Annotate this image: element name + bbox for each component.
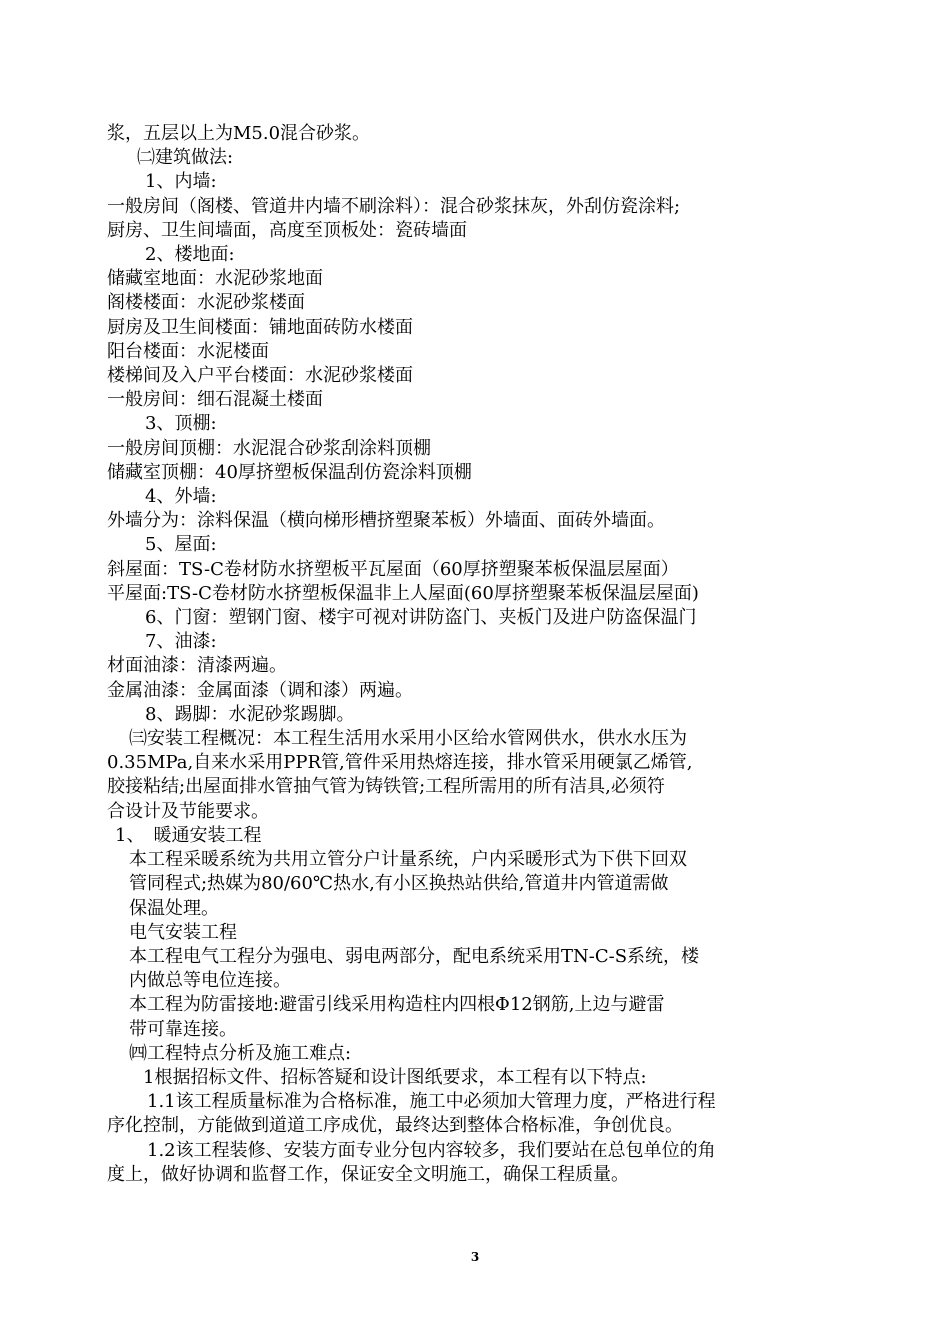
subsection-heading: 6、门窗：塑钢门窗、楼宇可视对讲防盗门、夹板门及进户防盗保温门 bbox=[145, 607, 697, 629]
text-line: 1根据招标文件、招标答疑和设计图纸要求，本工程有以下特点: bbox=[143, 1066, 647, 1088]
text-line: 金属油漆：金属面漆（调和漆）两遍。 bbox=[107, 679, 413, 701]
page-number: 3 bbox=[470, 1250, 480, 1264]
text-line: 储藏室顶棚：40厚挤塑板保温刮仿瓷涂料顶棚 bbox=[107, 461, 472, 483]
subsection-heading: 4、外墙: bbox=[145, 486, 217, 508]
subsection-heading: 2、楼地面: bbox=[145, 244, 235, 266]
text-line: 本工程采暖系统为共用立管分户计量系统，户内采暖形式为下供下回双 bbox=[129, 849, 687, 871]
text-line: 阁楼楼面：水泥砂浆楼面 bbox=[107, 292, 305, 314]
text-line: 一般房间顶棚：水泥混合砂浆刮涂料顶棚 bbox=[107, 437, 431, 459]
text-line: 本工程电气工程分为强电、弱电两部分，配电系统采用TN-C-S系统，楼 bbox=[129, 945, 700, 967]
text-line: 本工程为防雷接地:避雷引线采用构造柱内四根Φ12钢筋,上边与避雷 bbox=[129, 994, 665, 1016]
text-line: 带可靠连接。 bbox=[129, 1018, 237, 1040]
text-line: 一般房间（阁楼、管道井内墙不刷涂料）：混合砂浆抹灰，外刮仿瓷涂料; bbox=[107, 195, 681, 217]
subsection-heading: 7、油漆: bbox=[145, 631, 217, 653]
text-line: 平屋面:TS-C卷材防水挤塑板保温非上人屋面(60厚挤塑聚苯板保温层屋面) bbox=[107, 582, 699, 604]
text-line: 序化控制，方能做到道道工序成优，最终达到整体合格标准，争创优良。 bbox=[107, 1115, 683, 1137]
subsection-heading: 3、顶棚: bbox=[145, 413, 217, 435]
text-line: 楼梯间及入户平台楼面：水泥砂浆楼面 bbox=[107, 365, 413, 387]
text-line: 储藏室地面：水泥砂浆地面 bbox=[107, 268, 323, 290]
subsection-heading: 电气安装工程 bbox=[129, 921, 237, 943]
text-line: 0.35MPa,自来水采用PPR管,管件采用热熔连接，排水管采用硬氯乙烯管, bbox=[107, 752, 693, 774]
subsection-heading: 1、内墙: bbox=[145, 171, 217, 193]
text-line: 合设计及节能要求。 bbox=[107, 800, 269, 822]
text-line: 1.2该工程装修、安装方面专业分包内容较多，我们要站在总包单位的角 bbox=[147, 1139, 716, 1161]
document-body bbox=[107, 122, 847, 1187]
text-line: 度上，做好协调和监督工作，保证安全文明施工，确保工程质量。 bbox=[107, 1163, 629, 1185]
text-line: 胶接粘结;出屋面排水管抽气管为铸铁管;工程所需用的所有洁具,必须符 bbox=[107, 776, 665, 798]
text-line: 材面油漆：清漆两遍。 bbox=[107, 655, 287, 677]
text-line: 斜屋面：TS-C卷材防水挤塑板平瓦屋面（60厚挤塑聚苯板保温层屋面） bbox=[107, 558, 679, 580]
text-line: 浆，五层以上为M5.0混合砂浆。 bbox=[107, 123, 371, 144]
subsection-heading: 8、踢脚：水泥砂浆踢脚。 bbox=[145, 703, 355, 725]
subsection-heading: 1、 暖通安装工程 bbox=[115, 824, 262, 846]
text-line: 保温处理。 bbox=[129, 897, 219, 919]
section-heading: ㈢安装工程概况：本工程生活用水采用小区给水管网供水，供水水压为 bbox=[129, 728, 687, 750]
text-line: 外墙分为：涂料保温（横向梯形槽挤塑聚苯板）外墙面、面砖外墙面。 bbox=[107, 510, 665, 532]
subsection-heading: 5、屋面: bbox=[145, 534, 217, 556]
text-line: 一般房间：细石混凝土楼面 bbox=[107, 389, 323, 411]
text-line: 厨房及卫生间楼面：铺地面砖防水楼面 bbox=[107, 316, 413, 338]
text-line: 管同程式;热媒为80/60℃热水,有小区换热站供给,管道井内管道需做 bbox=[129, 873, 669, 895]
text-line: 内做总等电位连接。 bbox=[129, 970, 291, 992]
section-heading: ㈡建筑做法: bbox=[137, 147, 234, 169]
section-heading: ㈣工程特点分析及施工难点: bbox=[129, 1042, 352, 1064]
text-line: 厨房、卫生间墙面，高度至顶板处：瓷砖墙面 bbox=[107, 219, 467, 241]
text-line: 1.1该工程质量标准为合格标准，施工中必须加大管理力度，严格进行程 bbox=[147, 1091, 716, 1113]
text-line: 阳台楼面：水泥楼面 bbox=[107, 340, 269, 362]
